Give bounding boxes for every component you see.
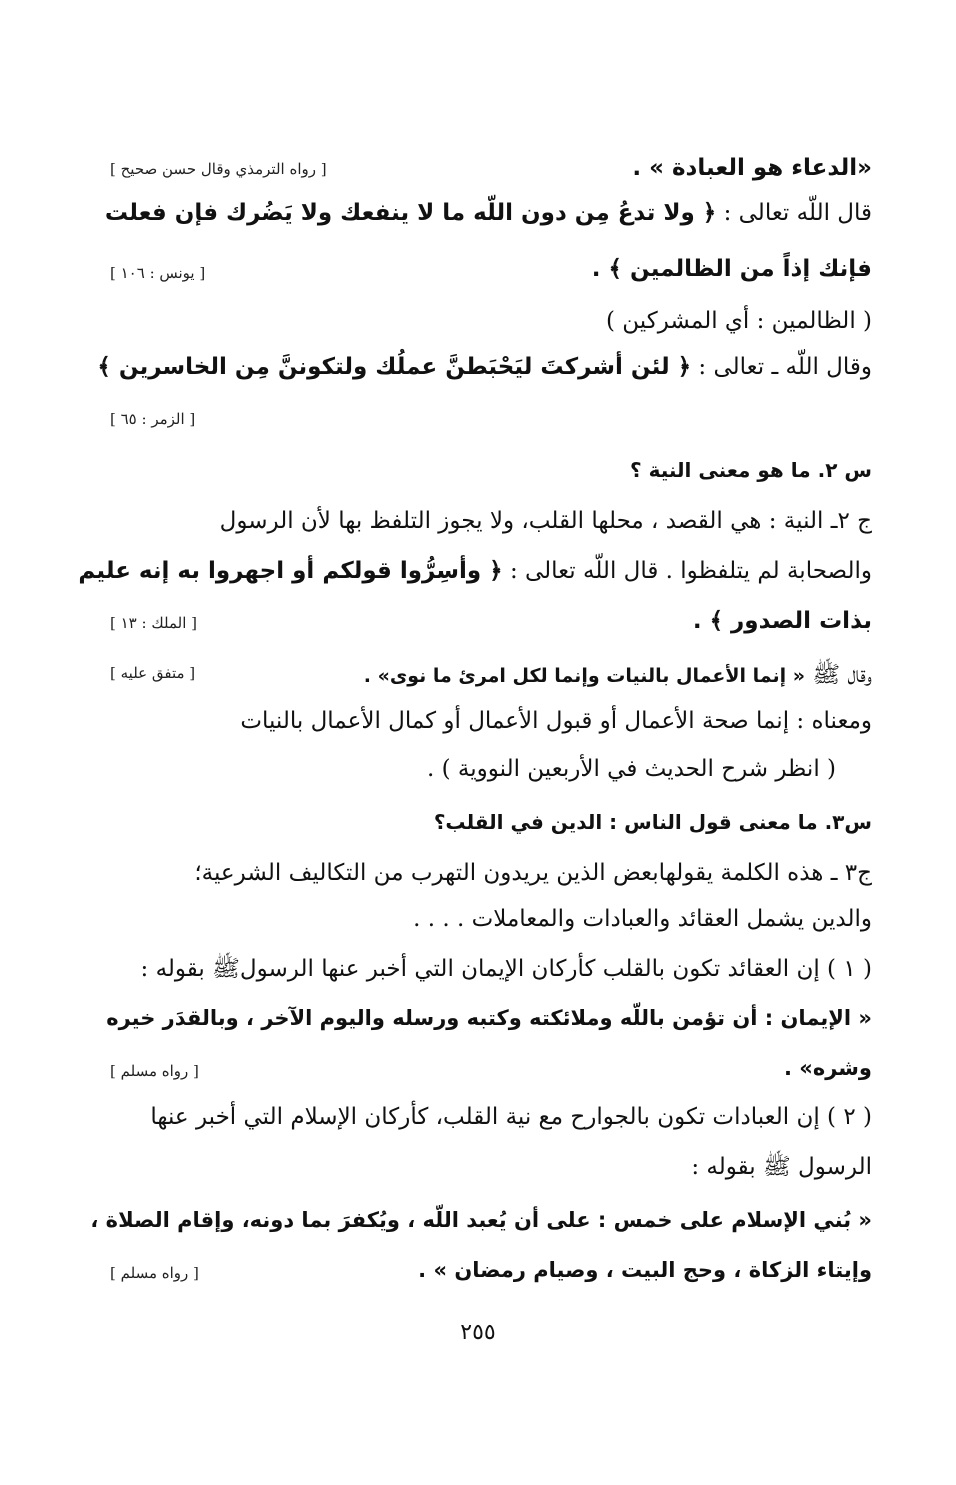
answer-text: والصحابة لم يتلفظوا . قال اللّه تعالى :: [509, 558, 872, 584]
hadith-intro: وقال ﷺ: [812, 662, 872, 688]
verse-intro-line: [84, 200, 872, 226]
verse-reference: [ الملك : ١٣ ]: [110, 614, 197, 632]
answer-line: الرسول ﷺ بقوله :: [691, 1154, 872, 1180]
source-reference: [ رواه الترمذي وقال حسن صحيح ]: [110, 160, 327, 178]
explanation-line: [84, 708, 872, 734]
answer-line: والدين يشمل العقائد والعبادات والمعاملات . . . .: [413, 906, 872, 932]
hadith-reference: [ رواه مسلم ]: [110, 1062, 199, 1080]
page-number: ٢٥٥: [460, 1320, 496, 1345]
hadith-line: وإيتاء الزكاة ، وحج البيت ، وصيام رمضان » .: [418, 1258, 872, 1282]
question-heading: س ٢. ما هو معنى النية ؟: [630, 458, 872, 482]
hadith-reference: [ رواه مسلم ]: [110, 1264, 199, 1282]
verse-text: ﴿ ولا تدعُ مِن دون اللّه ما لا ينفعك ولا يَضُرك فإن فعلت: [104, 200, 717, 226]
verse-intro: وقال اللّه ـ تعالى :: [698, 354, 872, 380]
hadith-line: وشره» .: [783, 1056, 872, 1080]
hadith-line: [84, 660, 872, 694]
verse-line: [84, 608, 872, 634]
verse-intro-line: [84, 354, 872, 380]
see-also-line: ( انظر شرح الحديث في الأربعين النووية ) .: [427, 756, 836, 782]
answer-line: ج٣ ـ هذه الكلمة يقولهابعض الذين يريدون التهرب من التكاليف الشرعية؛: [194, 860, 872, 886]
hadith-text: « إنما الأعمال بالنيات وإنما لكل امرئ ما نوى» .: [363, 665, 806, 687]
answer-line: ( ١ ) إن العقائد تكون بالقلب كأركان الإيمان التي أخبر عنها الرسولﷺ بقوله :: [140, 956, 872, 982]
answer-line: [78, 558, 872, 584]
explanation-text: ومعناه : إنما صحة الأعمال أو قبول الأعمال أو كمال الأعمال بالنيات: [240, 708, 872, 734]
answer-line: ( ٢ ) إن العبادات تكون بالجوارح مع نية القلب، كأركان الإسلام التي أخبر عنها: [150, 1104, 872, 1130]
verse-text: ﴿ وأسِرُّوا قولكم أو اجهروا به إنه عليم: [78, 558, 503, 584]
hadith-text: «الدعاء هو العبادة » .: [632, 155, 872, 181]
hadith-line: « الإيمان : أن تؤمن باللّه وملائكته وكتبه ورسله واليوم الآخر ، وبالقدَر خيره: [106, 1006, 872, 1030]
hadith-reference: [ متفق عليه ]: [110, 664, 196, 682]
verse-intro: قال اللّه تعالى :: [723, 200, 872, 226]
verse-text: ﴿ لئن أشركتَ ليَحْبَطنَّ عملُك ولتكوننَّ مِن الخاسرين ﴾: [97, 354, 692, 380]
gloss-line: ( الظالمين : أي المشركين ): [606, 308, 872, 334]
verse-text: بذات الصدور ﴾ .: [692, 608, 872, 634]
answer-line: ج ٢ـ النية : هي القصد ، محلها القلب، ولا يجوز التلفظ بها لأن الرسول: [219, 508, 872, 534]
verse-reference: [ يونس : ١٠٦ ]: [110, 264, 206, 282]
hadith-line: « بُني الإسلام على خمس : على أن يُعبد اللّه ، ويُكفرَ بما دونه، وإقام الصلاة ،: [90, 1208, 872, 1232]
verse-text: فإنك إذاً من الظالمين ﴾ .: [591, 256, 872, 282]
question-heading: س٣. ما معنى قول الناس : الدين في القلب؟: [433, 810, 872, 834]
verse-reference: [ الزمر : ٦٥ ]: [110, 410, 196, 428]
